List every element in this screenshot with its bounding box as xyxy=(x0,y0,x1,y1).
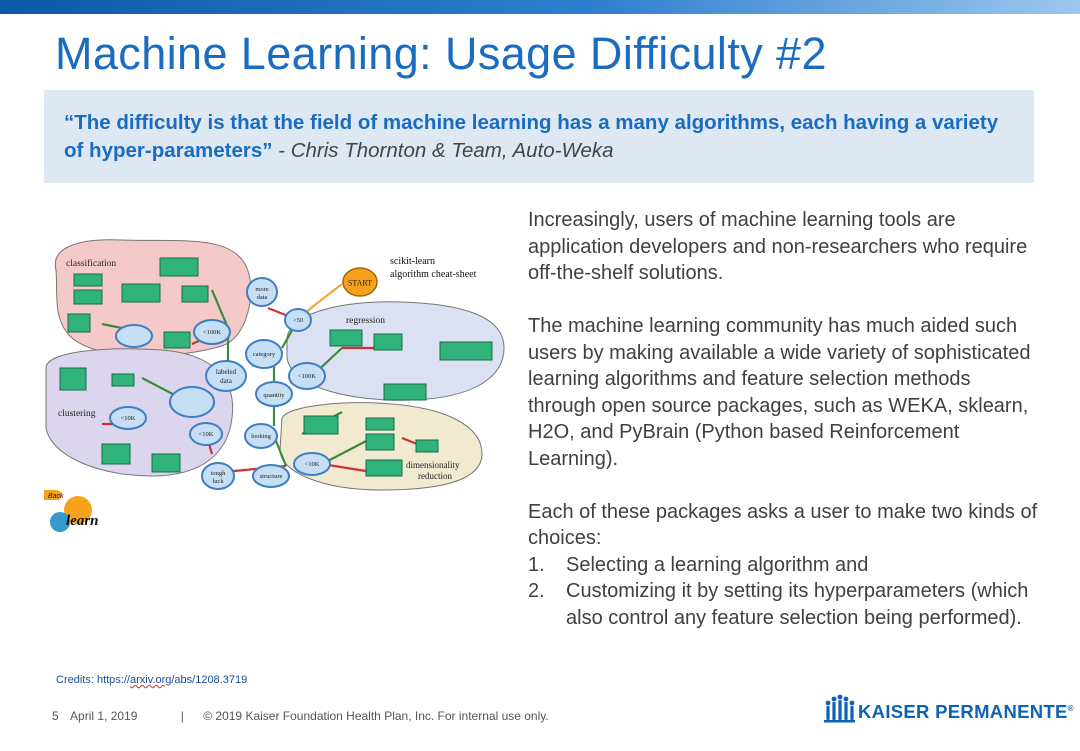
kaiser-permanente-logo-icon xyxy=(822,694,856,724)
classification-label: classification xyxy=(66,259,117,269)
node-tough-1: tough xyxy=(210,470,226,477)
cheat-sheet-heading-1: scikit-learn xyxy=(390,256,435,267)
clustering-label: clustering xyxy=(58,409,96,419)
slide-title: Machine Learning: Usage Difficulty #2 xyxy=(55,28,827,79)
node-lt10k-dimensionality: <10K xyxy=(304,461,320,468)
paragraph-2: The machine learning community has much aided such users by making available a wide variety of sophisticated learning algorithms and feature selection methods through open source packages, such as WEKA, sklearn, H2O, and PyBrain (Python based Reinforcement Learning). xyxy=(528,315,1031,470)
node-looking: looking xyxy=(251,433,271,440)
regression-label: regression xyxy=(346,316,386,326)
node-labeled-2: data xyxy=(220,377,232,385)
sklearn-logo xyxy=(44,490,99,532)
kaiser-permanente-logo xyxy=(820,694,1074,728)
quote-text: “The difficulty is that the field of machine learning has a many algorithms, each having a variety of hyper-parameters” xyxy=(64,111,999,162)
registered-mark: ® xyxy=(1067,703,1074,713)
node-lt10k-b: <10K xyxy=(198,431,214,438)
node-gt50: >50 xyxy=(292,317,304,324)
brand-name xyxy=(858,701,1074,723)
list-text: Selecting a learning algorithm and xyxy=(566,553,869,576)
footer-date: April 1, 2019 xyxy=(70,709,138,723)
credits-prefix: Credits: https:// xyxy=(56,674,130,686)
logo-back-label: Back xyxy=(48,493,64,500)
footer-copyright: © 2019 Kaiser Foundation Health Plan, Inc. For internal use only. xyxy=(203,709,549,723)
body-text xyxy=(528,207,1038,631)
brand-name-text: KAISER PERMANENTE xyxy=(858,701,1068,722)
footer xyxy=(52,709,549,723)
cheat-sheet-heading-2: algorithm cheat-sheet xyxy=(390,269,477,280)
list-number: 2. xyxy=(528,580,545,602)
node-quantity: quantity xyxy=(263,392,285,399)
node-structure: structure xyxy=(259,473,283,480)
node-category: category xyxy=(252,351,276,358)
quote-paragraph xyxy=(64,109,1014,165)
paragraph-1: Increasingly, users of machine learning tools are application developers and non-researchers who require off-the-shelf solutions. xyxy=(528,209,1028,284)
choices-list xyxy=(528,552,1038,632)
credits xyxy=(56,674,247,686)
node-labeled-1: labeled xyxy=(215,368,237,376)
node-tough-2: luck xyxy=(212,478,224,485)
node-more-data-1: more xyxy=(255,286,269,293)
list-item xyxy=(528,552,1038,579)
dimensionality-label-1: dimensionality xyxy=(406,460,460,470)
page-number: 5 xyxy=(52,709,59,723)
logo-learn-label: learn xyxy=(66,513,99,529)
quote-attribution: - Chris Thornton & Team, Auto-Weka xyxy=(272,139,614,162)
list-number: 1. xyxy=(528,553,545,576)
credits-url-domain: arxiv.org xyxy=(129,674,172,686)
quote-box xyxy=(44,90,1034,183)
list-item xyxy=(528,578,1038,631)
node-lt100k-regression: <100K xyxy=(297,373,317,380)
list-text: Customizing it by setting its hyperparameters (which also control any feature selection being performed). xyxy=(566,580,1029,629)
node-lt100k-classification: <100K xyxy=(202,329,222,336)
node-more-data-2: data xyxy=(256,294,268,301)
top-accent-bar xyxy=(0,0,1080,14)
footer-separator: | xyxy=(180,709,184,723)
node-lt10k-clustering: <10K xyxy=(120,415,136,422)
credits-suffix: /abs/1208.3719 xyxy=(171,674,248,686)
sklearn-cheat-sheet-figure xyxy=(42,228,508,538)
start-label: START xyxy=(347,278,373,288)
paragraph-3: Each of these packages asks a user to make two kinds of choices: xyxy=(528,500,1038,549)
dimensionality-label-2: reduction xyxy=(418,471,452,481)
